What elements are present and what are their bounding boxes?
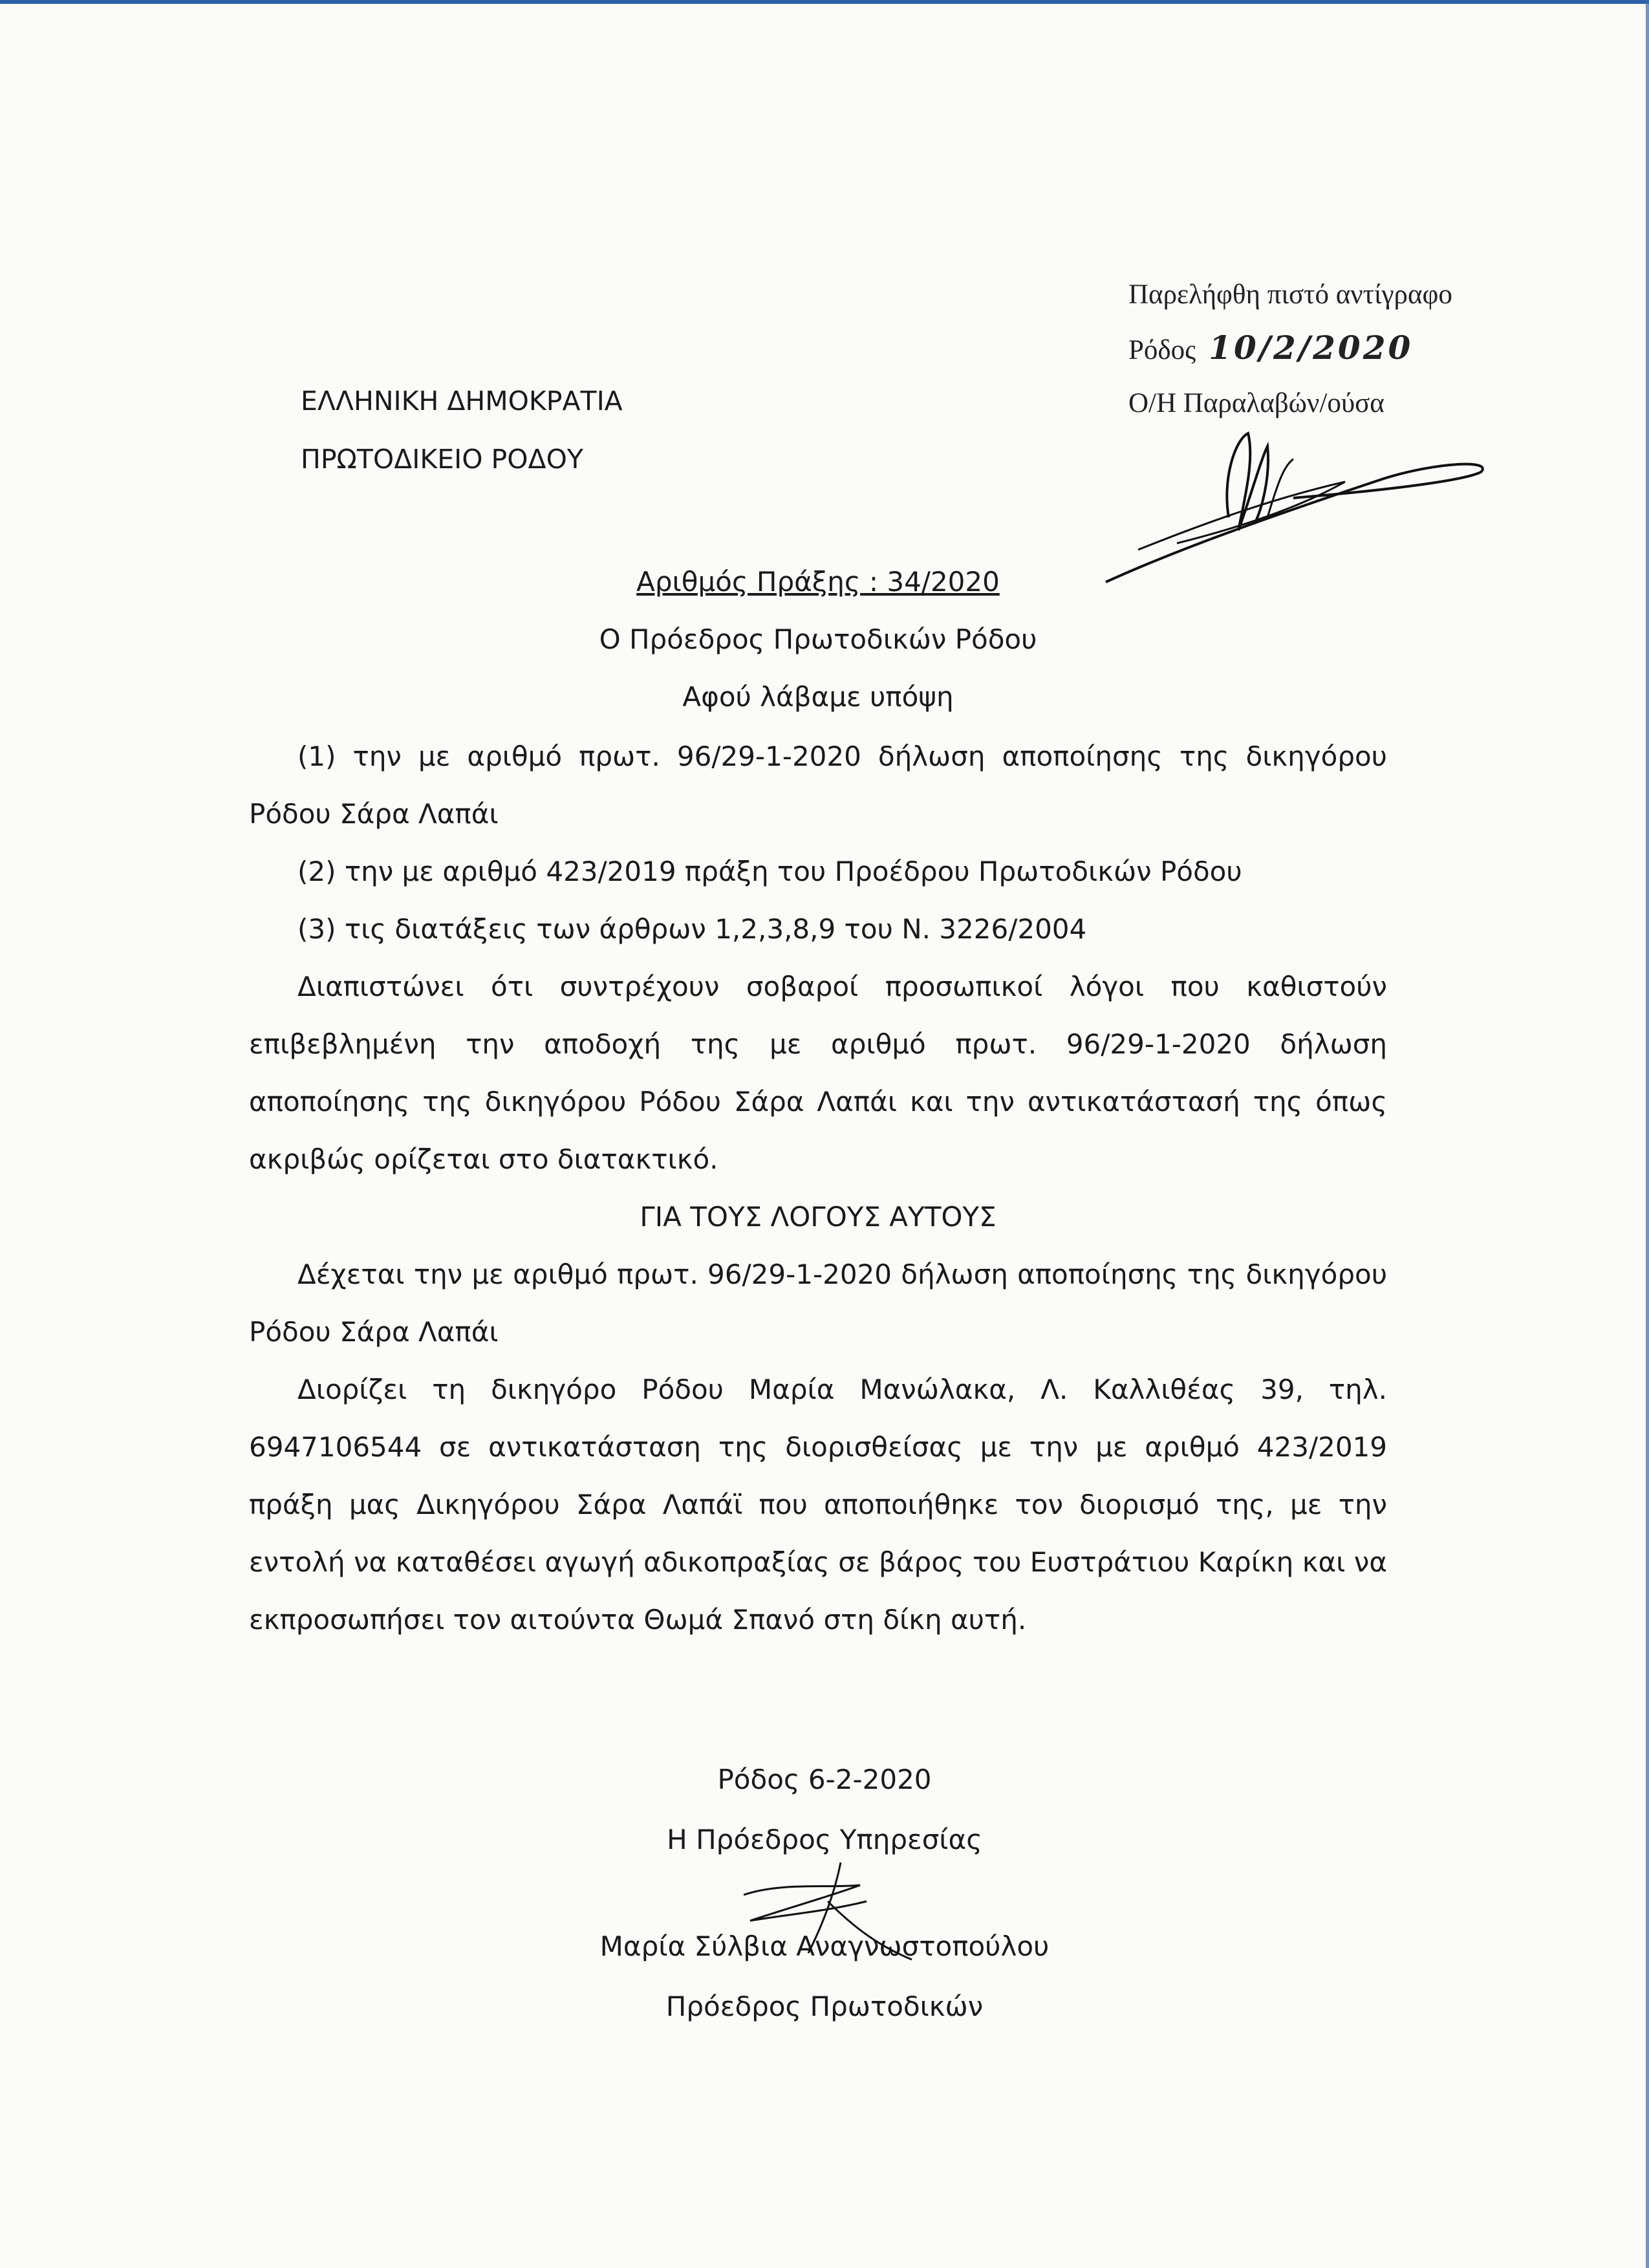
- stamp-place-date-line: [1128, 321, 1516, 377]
- stamp-place: Ρόδος: [1128, 335, 1196, 365]
- consideration-3: (3) τις διατάξεις των άρθρων 1,2,3,8,9 του Ν. 3226/2004: [297, 913, 1087, 945]
- act-issuer: Ο Πρόεδρος Πρωτοδικών Ρόδου: [599, 623, 1037, 655]
- considerations-block: [249, 728, 1387, 1648]
- stamp-handwritten-date: 10/2/2020: [1209, 329, 1414, 367]
- consideration-1: (1) την με αριθμό πρωτ. 96/29-1-2020 δήλωση αποποίησης της δικηγόρου Ρόδου Σάρα Λαπάι: [249, 740, 1387, 830]
- stamp-receiver: Ο/Η Παραλαβών/ούσα: [1128, 388, 1385, 418]
- reasons-heading: ΓΙΑ ΤΟΥΣ ΛΟΓΟΥΣ ΑΥΤΟΥΣ: [640, 1201, 997, 1233]
- stamp-received-copy: Παρελήφθη πιστό αντίγραφο: [1128, 279, 1452, 310]
- consideration-2: (2) την με αριθμό 423/2019 πράξη του Προέδρου Πρωτοδικών Ρόδου: [297, 856, 1242, 887]
- decision-accept: Δέχεται την με αριθμό πρωτ. 96/29-1-2020 δήλωση αποποίησης της δικηγόρου Ρόδου Σάρα Λαπάι: [249, 1258, 1387, 1348]
- act-considering: Αφού λάβαμε υπόψη: [682, 681, 954, 713]
- document-header: [301, 372, 623, 488]
- president-signature: [731, 1856, 938, 1966]
- receipt-stamp: [1128, 268, 1516, 430]
- footer-place-date: Ρόδος 6-2-2020: [717, 1764, 932, 1795]
- footer-role: Η Πρόεδρος Υπηρεσίας: [667, 1824, 982, 1855]
- finding-paragraph: Διαπιστώνει ότι συντρέχουν σοβαροί προσωπικοί λόγοι που καθιστούν επιβεβλημένη την αποδοχή της με αριθμό πρωτ. 96/29-1-2020 δήλωση αποποίησης της δικηγόρου Ρόδου Σάρα Λαπάι και την αντικατάστασή της όπως ακριβώς ορίζεται στο διατακτικό.: [249, 971, 1387, 1175]
- act-number-text: Αριθμός Πράξης : 34/2020: [636, 566, 1000, 598]
- header-republic: ΕΛΛΗΝΙΚΗ ΔΗΜΟΚΡΑΤΙΑ: [301, 385, 623, 416]
- scan-edge-top: [0, 0, 1649, 4]
- header-court: ΠΡΩΤΟΔΙΚΕΙΟ ΡΟΔΟΥ: [301, 444, 583, 475]
- act-title-block: [249, 553, 1387, 726]
- act-number: [249, 553, 1387, 610]
- decision-appoint: Διορίζει τη δικηγόρο Ρόδου Μαρία Μανώλακα, Λ. Καλλιθέας 39, τηλ. 6947106544 σε αντικατάσταση της διορισθείσας με την με αριθμό 423/2019 πράξη μας Δικηγόρου Σάρα Λαπάϊ που αποποιήθηκε τον διορισμό της, με την εντολή να καταθέσει αγωγή αδικοπραξίας σε βάρος του Ευστράτιου Καρίκη και να εκπροσωπήσει τον αιτούντα Θωμά Σπανό στη δίκη αυτή.: [249, 1374, 1387, 1636]
- footer-name: Μαρία Σύλβια Αναγνωστοπούλου: [599, 1930, 1050, 1962]
- footer-title: Πρόεδρος Πρωτοδικών: [665, 1991, 984, 2022]
